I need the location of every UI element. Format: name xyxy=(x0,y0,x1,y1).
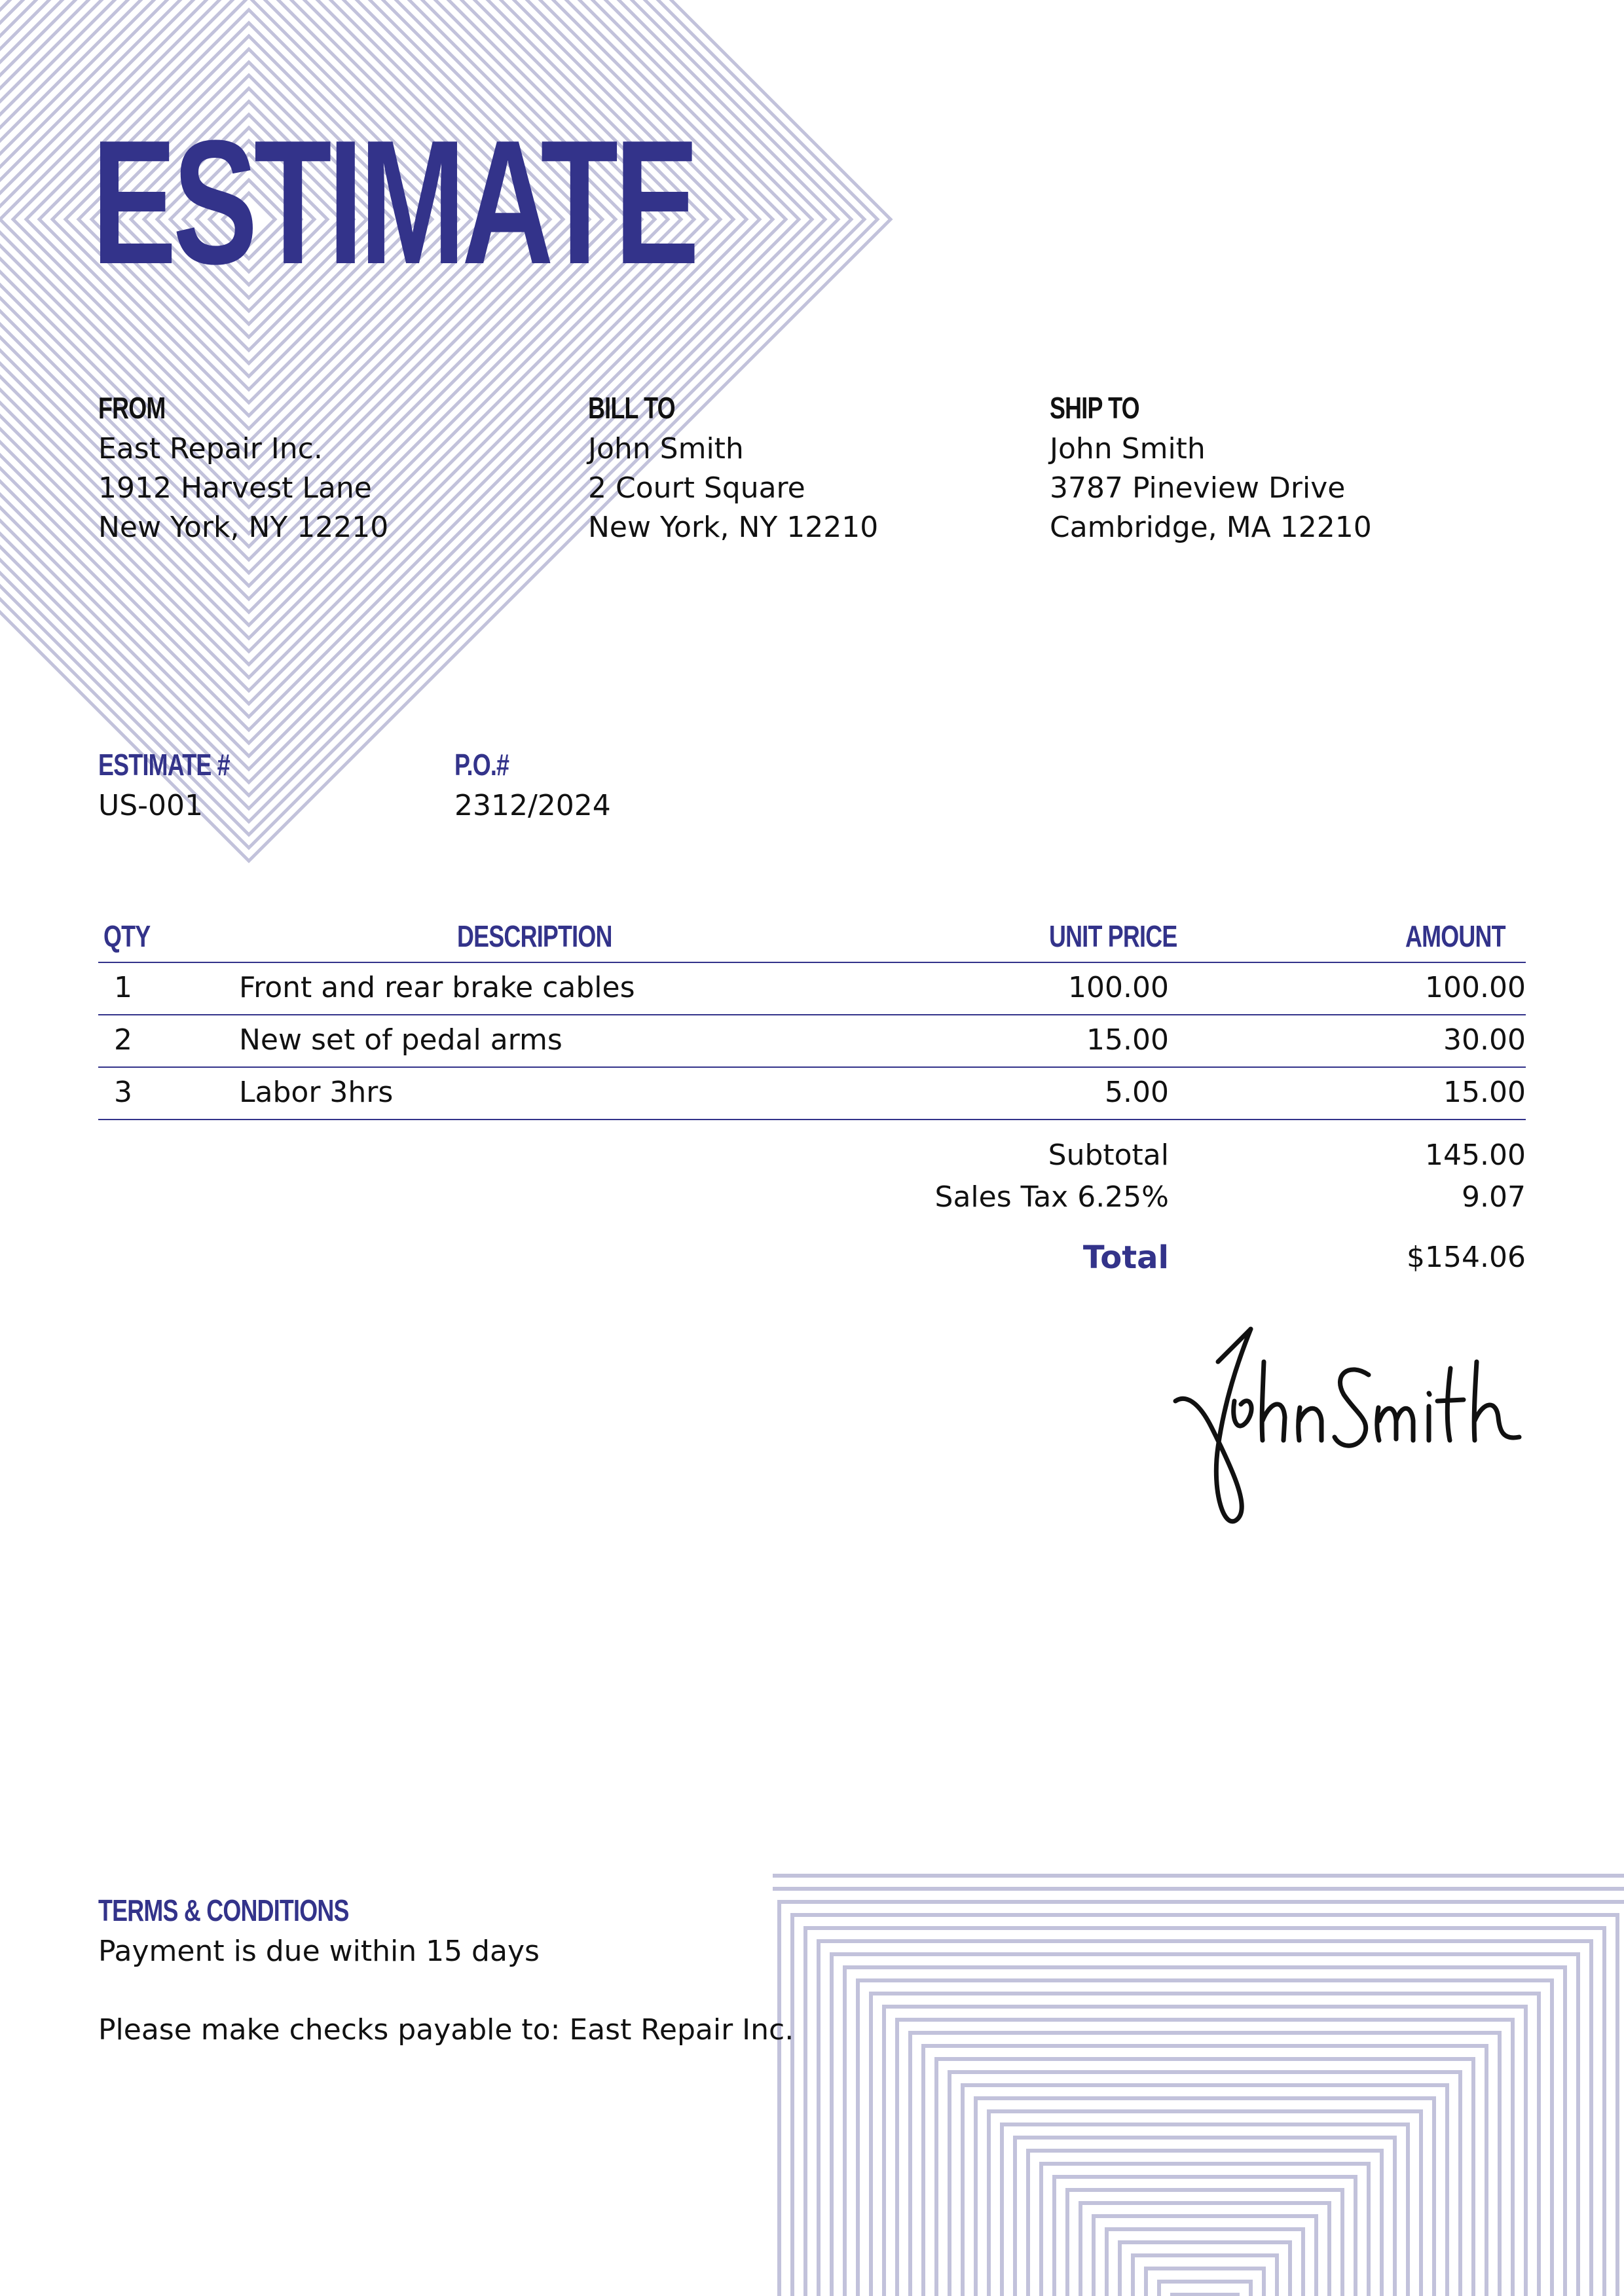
row-description: Front and rear brake cables xyxy=(239,971,635,1004)
po-number-label: P.O.# xyxy=(454,748,509,782)
terms-line-2: Please make checks payable to: East Repair Inc. xyxy=(98,2013,794,2047)
ship-to-address-line1: 3787 Pineview Drive xyxy=(1050,471,1346,505)
bill-to-block xyxy=(588,393,878,547)
row-amount: 30.00 xyxy=(1443,1023,1526,1057)
terms-block xyxy=(98,1895,794,2050)
bill-to-address-line2: New York, NY 12210 xyxy=(588,511,879,544)
header-unit-price: UNIT PRICE xyxy=(1049,919,1177,953)
from-address-line2: New York, NY 12210 xyxy=(98,511,389,544)
row-qty: 2 xyxy=(114,1023,132,1057)
table-row xyxy=(98,1015,1526,1068)
totals-block xyxy=(851,1136,1526,1279)
ship-to-address-line2: Cambridge, MA 12210 xyxy=(1050,511,1372,544)
bill-to-address-line1: 2 Court Square xyxy=(588,471,805,505)
tax-label: Sales Tax 6.25% xyxy=(934,1180,1169,1214)
estimate-number-value: US-001 xyxy=(98,789,203,822)
from-block xyxy=(98,393,388,547)
ship-to-name: John Smith xyxy=(1050,432,1206,465)
tax-value: 9.07 xyxy=(1462,1180,1526,1214)
bill-to-label: BILL TO xyxy=(588,391,675,425)
total-value: $154.06 xyxy=(1407,1241,1526,1274)
row-description: Labor 3hrs xyxy=(239,1076,394,1109)
po-number-value: 2312/2024 xyxy=(454,789,611,822)
from-address-line1: 1912 Harvest Lane xyxy=(98,471,372,505)
row-qty: 1 xyxy=(114,971,132,1004)
header-description: DESCRIPTION xyxy=(457,919,612,953)
table-row xyxy=(98,1068,1526,1120)
from-label: FROM xyxy=(98,391,166,425)
po-number-block xyxy=(454,750,611,826)
row-unit-price: 5.00 xyxy=(1105,1076,1169,1109)
line-items-table xyxy=(98,907,1526,1120)
subtotal-row xyxy=(851,1136,1526,1178)
from-name: East Repair Inc. xyxy=(98,432,323,465)
table-row xyxy=(98,963,1526,1015)
subtotal-value: 145.00 xyxy=(1425,1139,1526,1172)
table-header xyxy=(98,907,1526,963)
tax-row xyxy=(851,1178,1526,1220)
subtotal-label: Subtotal xyxy=(1048,1139,1169,1172)
document-title: ESTIMATE xyxy=(92,104,696,301)
terms-label: TERMS & CONDITIONS xyxy=(98,1893,349,1927)
header-amount: AMOUNT xyxy=(1405,919,1505,953)
estimate-number-block xyxy=(98,750,267,826)
total-label: Total xyxy=(1082,1239,1169,1276)
estimate-number-label: ESTIMATE # xyxy=(98,748,230,782)
row-description: New set of pedal arms xyxy=(239,1023,563,1057)
row-amount: 15.00 xyxy=(1443,1076,1526,1109)
row-amount: 100.00 xyxy=(1425,971,1526,1004)
ship-to-label: SHIP TO xyxy=(1050,391,1139,425)
decorative-square-pattern xyxy=(773,1869,1624,2296)
signature xyxy=(1172,1322,1529,1539)
row-unit-price: 100.00 xyxy=(1068,971,1169,1004)
ship-to-block xyxy=(1050,393,1372,547)
total-row xyxy=(851,1220,1526,1279)
header-qty: QTY xyxy=(103,919,151,953)
bill-to-name: John Smith xyxy=(588,432,744,465)
row-qty: 3 xyxy=(114,1076,132,1109)
row-unit-price: 15.00 xyxy=(1086,1023,1169,1057)
terms-line-1: Payment is due within 15 days xyxy=(98,1935,540,1968)
